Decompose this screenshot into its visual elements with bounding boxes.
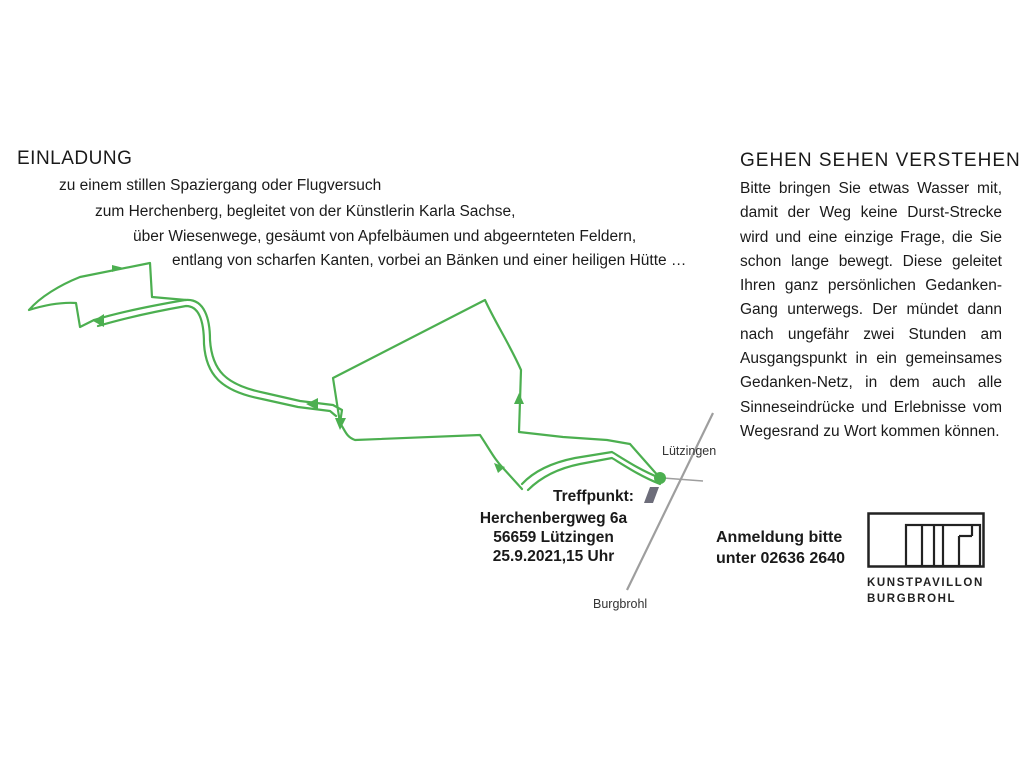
route-arrow (514, 393, 524, 404)
place-label-luetzingen: Lützingen (662, 444, 717, 458)
invitation-line-3: über Wiesenwege, gesäumt von Apfelbäumen und abgeernteten Feldern, (133, 228, 637, 245)
meeting-point-marker (644, 487, 659, 503)
invitation-line-1: zu einem stillen Spaziergang oder Flugversuch (59, 177, 382, 194)
invitation-line-2: zum Herchenberg, begleitet von der Künstlerin Karla Sachse, (95, 203, 516, 220)
paragraph-line: wird und eine einzige Frage, die Sie (740, 228, 1002, 246)
paragraph-line: Gang unterwegs. Der mündet dann (740, 301, 1002, 319)
meeting-label: Treffpunkt: (553, 488, 634, 505)
main-road (627, 413, 713, 590)
route-path-west-loop (29, 263, 186, 327)
meeting-street: Herchenbergweg 6a (479, 510, 628, 527)
registration-line-2: unter 02636 2640 (716, 550, 845, 567)
place-label-burgbrohl: Burgbrohl (593, 597, 648, 611)
paragraph-line: schon lange bewegt. Diese geleitet (740, 252, 1002, 270)
paragraph-line: Ihren ganz persönlichen Gedanken- (740, 277, 1002, 295)
meeting-city: 56659 Lützingen (493, 529, 614, 546)
logo-text-line-1: KUNSTPAVILLON (867, 577, 984, 589)
paragraph-line: Wegesrand zu Wort kommen können. (740, 422, 1000, 440)
paragraph-line: Ausgangspunkt in ein gemeinsames (740, 350, 1002, 368)
paragraph-line: Gedanken-Netz, in dem auch alle (740, 374, 1002, 392)
paragraph-line: nach ungefähr zwei Stunden am (740, 325, 1002, 343)
invitation-title: EINLADUNG (17, 148, 133, 169)
paragraph-line: Bitte bringen Sie etwas Wasser mit, (740, 180, 1002, 197)
start-point-dot (654, 472, 666, 484)
section-title: GEHEN SEHEN VERSTEHEN (740, 150, 1021, 171)
meeting-datetime: 25.9.2021,15 Uhr (492, 548, 615, 565)
registration-line-1: Anmeldung bitte (716, 529, 843, 546)
invitation-line-4: entlang von scharfen Kanten, vorbei an Bänken und einer heiligen Hütte … (172, 252, 687, 269)
route-path-double-b (98, 306, 660, 490)
paragraph-line: damit der Weg keine Durst-Strecke (740, 204, 1002, 222)
logo-text-line-2: BURGBROHL (867, 593, 957, 605)
side-road (663, 478, 703, 481)
kunstpavillon-logo-icon (867, 512, 985, 568)
registration-info (716, 527, 845, 569)
route-arrow (112, 265, 124, 272)
paragraph-line: Sinneseindrücke und Erlebnisse vom (740, 398, 1002, 416)
route-path-middle (333, 300, 660, 489)
route-path-double-a (94, 300, 660, 484)
meeting-details (471, 509, 636, 566)
